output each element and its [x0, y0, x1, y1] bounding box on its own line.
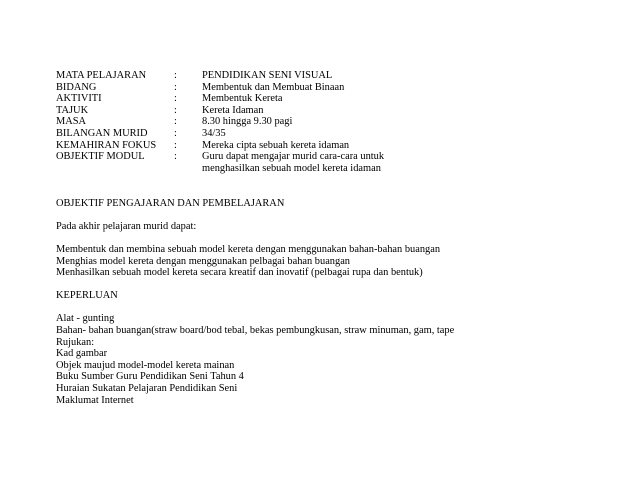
objectives-heading: OBJEKTIF PENGAJARAN DAN PEMBELAJARAN: [56, 197, 285, 209]
spacer: [56, 302, 616, 314]
requirement-line: Rujukan:: [56, 336, 95, 348]
objective-item: Menghias model kereta dengan menggunakan pelbagai bahan buangan: [56, 255, 351, 267]
info-label: KEMAHIRAN FOKUS: [56, 139, 157, 151]
spacer: [56, 186, 616, 198]
requirement-line: Huraian Sukatan Pelajaran Pendidikan Seni: [56, 383, 238, 395]
spacer: [56, 279, 616, 291]
info-value: Membentuk Kereta: [202, 93, 283, 105]
requirement-line: Kad gambar: [56, 348, 108, 360]
info-value: 34/35: [202, 127, 226, 139]
info-value: 8.30 hingga 9.30 pagi: [202, 116, 293, 128]
info-value: Guru dapat mengajar murid cara-cara untuk menghasilkan sebuah model kereta idaman: [202, 151, 385, 174]
requirement-line: Maklumat Internet: [56, 394, 134, 406]
lesson-info-table: [56, 70, 616, 174]
info-label: MASA: [56, 116, 87, 128]
objective-item: Menhasilkan sebuah model kereta secara kreatif dan inovatif (pelbagai rupa dan bentuk): [56, 267, 423, 279]
info-row-topic: [56, 105, 616, 117]
info-colon: :: [174, 93, 177, 105]
info-value: Mereka cipta sebuah kereta idaman: [202, 139, 350, 151]
info-colon: :: [174, 127, 177, 139]
info-label: TAJUK: [56, 104, 89, 116]
requirement-line: Alat - gunting: [56, 313, 115, 325]
requirement-line: Bahan- bahan buangan(straw board/bod tebal, bekas pembungkusan, straw minuman, gam, tape: [56, 325, 455, 337]
info-row-field: [56, 82, 616, 94]
info-label: MATA PELAJARAN: [56, 70, 147, 81]
spacer: [56, 232, 616, 244]
info-value: PENDIDIKAN SENI VISUAL: [202, 70, 333, 81]
objective-item: Membentuk dan membina sebuah model kereta dengan menggunakan bahan-bahan buangan: [56, 243, 441, 255]
spacer: [56, 209, 616, 221]
info-colon: :: [174, 116, 177, 128]
info-row-student-count: [56, 128, 616, 140]
info-row-focus-skill: [56, 140, 616, 152]
info-label: OBJEKTIF MODUL: [56, 151, 145, 163]
info-colon: :: [174, 70, 177, 81]
info-row-time: [56, 116, 616, 128]
info-label: BIDANG: [56, 81, 97, 93]
lesson-plan-document: [56, 70, 616, 406]
requirement-line: Buku Sumber Guru Pendidikan Seni Tahun 4: [56, 371, 244, 383]
requirement-line: Objek maujud model-model kereta mainan: [56, 359, 235, 371]
info-colon: :: [174, 104, 177, 116]
info-row-activity: [56, 93, 616, 105]
info-row-subject: [56, 70, 616, 82]
requirements-heading: KEPERLUAN: [56, 290, 118, 302]
objectives-intro: Pada akhir pelajaran murid dapat:: [56, 220, 197, 232]
info-colon: :: [174, 139, 177, 151]
info-value: Membentuk dan Membuat Binaan: [202, 81, 345, 93]
info-colon: :: [174, 81, 177, 93]
info-label: BILANGAN MURID: [56, 127, 148, 139]
info-label: AKTIVITI: [56, 93, 102, 105]
info-colon: :: [174, 151, 177, 163]
info-row-module-objective: [56, 151, 616, 174]
spacer: [56, 174, 616, 186]
info-value: Kereta Idaman: [202, 104, 264, 116]
